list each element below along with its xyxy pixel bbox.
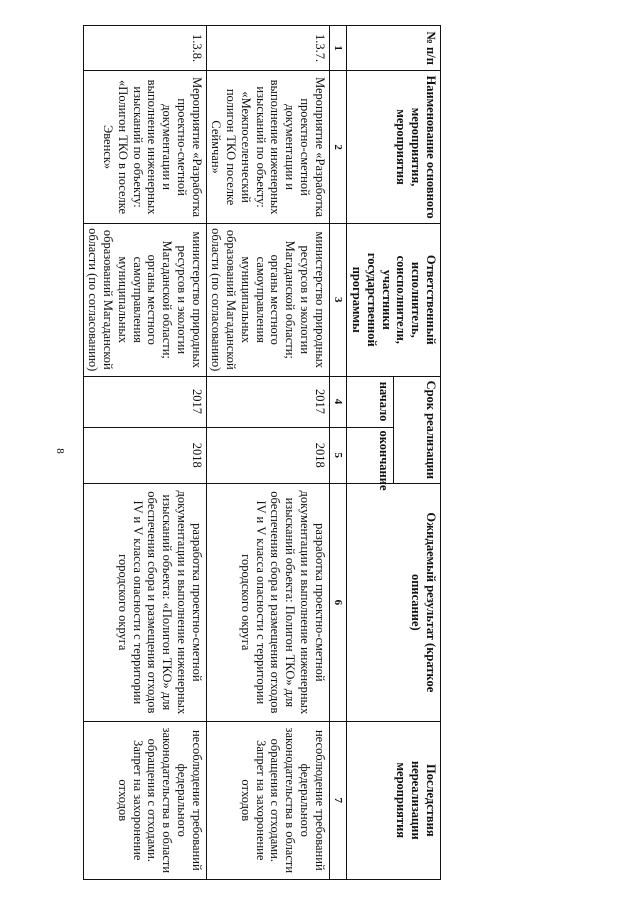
row-start: 2017 bbox=[206, 376, 329, 427]
table-row bbox=[206, 26, 329, 880]
row-responsible: министерство природных ресурсов и экологии Магаданской области; органы местного самоуправления муниципальных образований Магаданской области (по согласованию) bbox=[83, 223, 206, 376]
col-number: 7 bbox=[329, 721, 347, 879]
row-responsible: министерство природных ресурсов и экологии Магаданской области; органы местного самоуправления муниципальных образований Магаданской области (по согласованию) bbox=[206, 223, 329, 376]
col-number: 5 bbox=[329, 427, 347, 484]
row-end: 2018 bbox=[206, 427, 329, 484]
row-num: 1.3.8. bbox=[83, 26, 206, 71]
row-consequence: несоблюдение требований федерального законодательства в области обращения с отходами. Запрет на захоронение отходов bbox=[206, 721, 329, 879]
table-row bbox=[83, 26, 206, 880]
col-number: 3 bbox=[329, 223, 347, 376]
col-number: 1 bbox=[329, 26, 347, 71]
page-number: 8 bbox=[53, 448, 66, 454]
header-row bbox=[394, 26, 441, 880]
row-name: Мероприятие «Разработка проектно-сметной документации и выполнение инженерных изысканий по объекту: «Межпоселенческий полигон ТКО поселке Сеймчан» bbox=[206, 71, 329, 224]
row-num: 1.3.7. bbox=[206, 26, 329, 71]
header-consequence: Последствия нереализации мероприятия bbox=[347, 721, 441, 879]
header-num: № п/п bbox=[347, 26, 441, 71]
col-number: 6 bbox=[329, 484, 347, 722]
rotated-table-container bbox=[86, 25, 441, 880]
header-start: начало bbox=[347, 376, 394, 427]
row-result: разработка проектно-сметной документации и выполнение инженерных изысканий объекта: Полигон ТКО» для обеспечения сбора и размещения отходов IV и V класса опасности с территории городского округа bbox=[206, 484, 329, 722]
row-end: 2018 bbox=[83, 427, 206, 484]
col-number: 2 bbox=[329, 71, 347, 224]
header-name: Наименование основного мероприятия, мероприятия bbox=[347, 71, 441, 224]
row-consequence: несоблюдение требований федерального законодательства в области обращения с отходами. Запрет на захоронение отходов bbox=[83, 721, 206, 879]
col-number: 4 bbox=[329, 376, 347, 427]
header-result: Ожидаемый результат (краткое описание) bbox=[347, 484, 441, 722]
program-activities-table bbox=[83, 25, 441, 880]
row-start: 2017 bbox=[83, 376, 206, 427]
column-number-row bbox=[329, 26, 347, 880]
row-result: разработка проектно-сметной документации и выполнение инженерных изысканий объекта: «Полигон ТКО» для обеспечения сбора и размещения отходов IV и V класса опасности с территории городского округа bbox=[83, 484, 206, 722]
header-period: Срок реализации bbox=[394, 376, 441, 483]
header-end: окончание bbox=[347, 427, 394, 484]
row-name: Мероприятие «Разработка проектно-сметной документации и выполнение инженерных изысканий по объекту: «Полигон ТКО в поселке Эвенск» bbox=[83, 71, 206, 224]
header-responsible: Ответственный исполнитель, соисполнители, участники государственной программы bbox=[347, 223, 441, 376]
